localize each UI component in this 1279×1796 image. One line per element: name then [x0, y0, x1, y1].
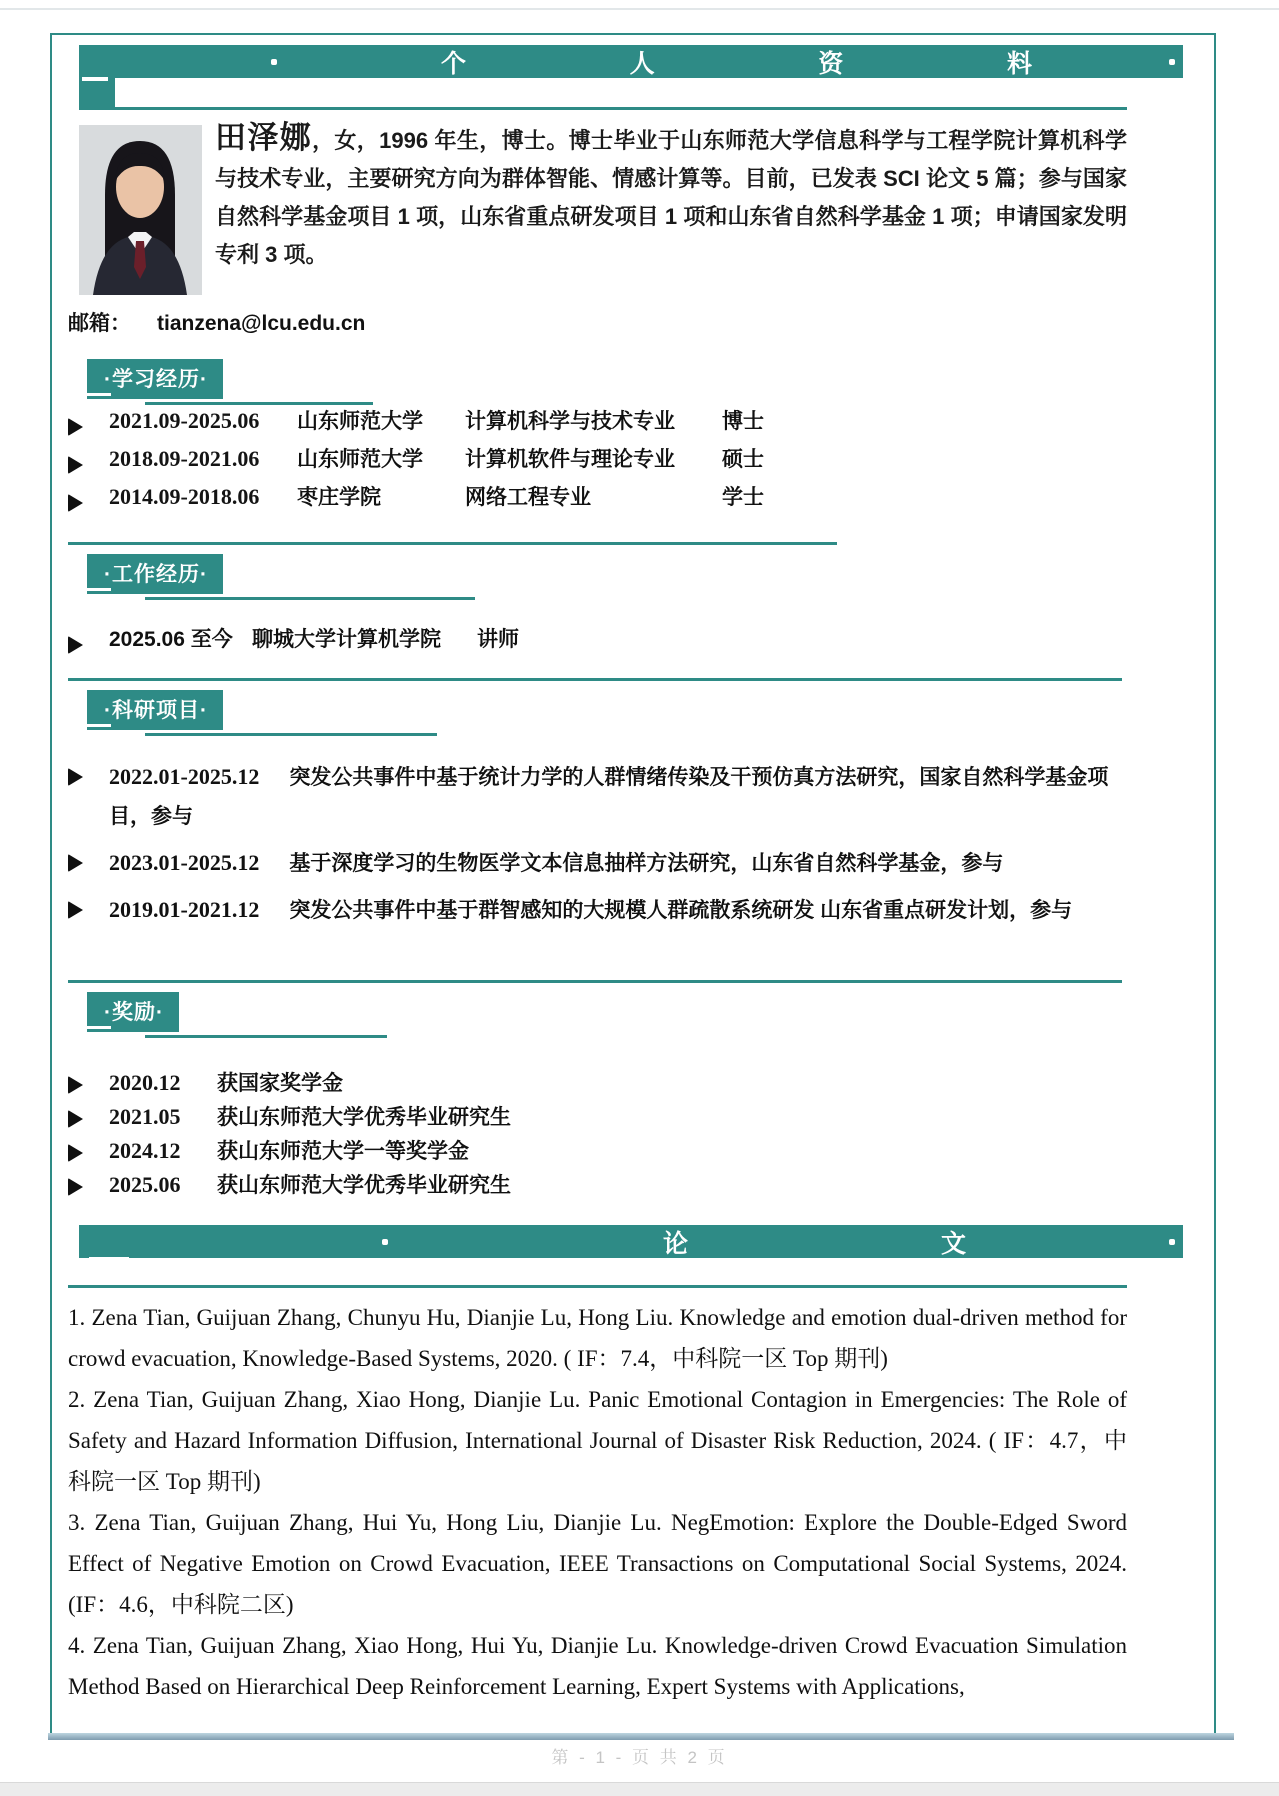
- award-desc: 获山东师范大学优秀毕业研究生: [217, 1174, 511, 1197]
- papers-list: [68, 1297, 1127, 1707]
- email-label: 邮箱：: [68, 312, 131, 335]
- work-date: 2025.06 至今: [109, 628, 233, 651]
- paper-entry: 3. Zena Tian, Guijuan Zhang, Hui Yu, Hong Liu, Dianjie Lu. NegEmotion: Explore the Double-Edged Sword Effect of Negative Emotion on Crowd Evacuation, IEEE Transactions on Computational Social Systems, 2024. (IF：4.6，中科院二区): [68, 1510, 1127, 1617]
- papers-banner-title: [663, 1225, 966, 1258]
- award-date: 2024.12: [109, 1138, 181, 1163]
- page-top-edge: [0, 8, 1279, 10]
- award-date: 2020.12: [109, 1070, 181, 1095]
- paper-entry: 4. Zena Tian, Guijuan Zhang, Xiao Hong, Hui Yu, Dianjie Lu. Knowledge-driven Crowd Evacuation Simulation Method Based on Hierarchical Deep Reinforcement Learning, Expert Systems with Applications,: [68, 1633, 1127, 1699]
- arrow-bullet-icon: [68, 854, 83, 872]
- project-date: 2019.01-2021.12: [109, 897, 260, 922]
- education-row: [68, 443, 1123, 481]
- banner-char: 论: [663, 1229, 689, 1258]
- project-date: 2023.01-2025.12: [109, 850, 260, 875]
- arrow-bullet-icon: [68, 418, 83, 436]
- section-underline: [145, 597, 475, 600]
- section-divider: [68, 542, 837, 545]
- banner-dash: [89, 1257, 129, 1261]
- education-school: 山东师范大学: [297, 448, 423, 471]
- email-row: [68, 307, 365, 337]
- banner-dot: [1169, 1239, 1175, 1245]
- section-divider: [68, 980, 1122, 983]
- awards-tab: [87, 992, 179, 1032]
- award-desc: 获山东师范大学一等奖学金: [217, 1140, 469, 1163]
- page-number: 第 - 1 - 页 共 2 页: [551, 1748, 728, 1767]
- work-role: 讲师: [477, 628, 519, 651]
- profile-summary: [215, 119, 1127, 274]
- education-major: 计算机软件与理论专业: [465, 448, 675, 471]
- section-head-education: [68, 359, 223, 399]
- banner-char: 个: [441, 49, 467, 78]
- education-row: [68, 481, 1123, 519]
- awards-title: ·奖励·: [104, 1001, 164, 1024]
- person-name: 田泽娜: [215, 120, 313, 155]
- arrow-bullet-icon: [68, 636, 83, 654]
- projects-tab: [87, 690, 223, 730]
- profile-photo: [79, 125, 202, 295]
- award-desc: 获山东师范大学优秀毕业研究生: [217, 1106, 511, 1129]
- arrow-bullet-icon: [68, 1178, 83, 1196]
- section-underline: [145, 1035, 387, 1038]
- profile-photo-illustration: [79, 125, 202, 295]
- papers-rule: [68, 1285, 1127, 1288]
- education-title: ·学习经历·: [104, 368, 208, 391]
- project-desc: 基于深度学习的生物医学文本信息抽样方法研究，山东省自然科学基金，参与: [289, 852, 1004, 875]
- work-rows: [68, 623, 1123, 661]
- award-date: 2021.05: [109, 1104, 181, 1129]
- banner-char: 人: [629, 49, 655, 78]
- education-date: 2018.09-2021.06: [109, 446, 260, 471]
- content-frame: [50, 33, 1216, 1737]
- personal-info-banner-title: [441, 45, 1032, 78]
- banner-dot: [1169, 59, 1175, 65]
- project-item: [68, 843, 1123, 883]
- arrow-bullet-icon: [68, 1110, 83, 1128]
- projects-title: ·科研项目·: [104, 699, 208, 722]
- award-row: [68, 1101, 1123, 1135]
- education-row: [68, 405, 1123, 443]
- section-head-projects: [68, 690, 223, 730]
- project-text: [109, 890, 1123, 930]
- project-text: [109, 757, 1123, 836]
- frame-bottom-line: [48, 1733, 1234, 1740]
- award-date: 2025.06: [109, 1172, 181, 1197]
- project-desc: 突发公共事件中基于群智感知的大规模人群疏散系统研发 山东省重点研发计划，参与: [289, 899, 1073, 922]
- education-date: 2021.09-2025.06: [109, 408, 260, 433]
- work-row: [68, 623, 1123, 661]
- education-school: 枣庄学院: [297, 486, 381, 509]
- banner-dash: [82, 77, 108, 81]
- arrow-bullet-icon: [68, 1144, 83, 1162]
- project-item: [68, 757, 1123, 836]
- work-tab: [87, 554, 223, 594]
- tab-dash: [87, 1026, 111, 1029]
- arrow-bullet-icon: [68, 1076, 83, 1094]
- education-degree: 学士: [722, 486, 764, 509]
- email-value: tianzena@lcu.edu.cn: [157, 312, 366, 335]
- personal-info-banner: [79, 45, 1183, 78]
- section-divider: [68, 678, 1122, 681]
- education-major: 计算机科学与技术专业: [465, 410, 675, 433]
- award-row: [68, 1169, 1123, 1203]
- arrow-bullet-icon: [68, 768, 83, 786]
- project-rows: [68, 757, 1123, 937]
- education-school: 山东师范大学: [297, 410, 423, 433]
- education-degree: 博士: [722, 410, 764, 433]
- tab-dash: [87, 393, 111, 396]
- award-row: [68, 1135, 1123, 1169]
- arrow-bullet-icon: [68, 901, 83, 919]
- banner-rule: [79, 107, 1127, 110]
- project-desc: 突发公共事件中基于统计力学的人群情绪传染及干预仿真方法研究，国家自然科学基金项目，参与: [109, 766, 1109, 828]
- project-item: [68, 890, 1123, 930]
- paper-entry: 2. Zena Tian, Guijuan Zhang, Xiao Hong, Dianjie Lu. Panic Emotional Contagion in Emergencies: The Role of Safety and Hazard Information Diffusion, International Journal of Disaster Risk Reduction, 2024. ( IF：4.7，中科院一区 Top 期刊): [68, 1387, 1127, 1494]
- banner-char: 资: [818, 49, 844, 78]
- papers-banner: [79, 1225, 1183, 1258]
- education-tab: [87, 359, 223, 399]
- banner-dot: [382, 1239, 388, 1245]
- award-rows: [68, 1067, 1123, 1203]
- project-text: [109, 843, 1123, 883]
- education-date: 2014.09-2018.06: [109, 484, 260, 509]
- bottom-strip: [0, 1782, 1279, 1796]
- banner-tab: [79, 78, 115, 108]
- arrow-bullet-icon: [68, 456, 83, 474]
- banner-char: 料: [1006, 49, 1032, 78]
- section-head-awards: [68, 992, 179, 1032]
- work-title: ·工作经历·: [104, 563, 208, 586]
- work-organization: 聊城大学计算机学院: [252, 628, 441, 651]
- tab-dash: [87, 724, 111, 727]
- education-degree: 硕士: [722, 448, 764, 471]
- education-major: 网络工程专业: [465, 486, 591, 509]
- section-underline: [145, 733, 437, 736]
- arrow-bullet-icon: [68, 494, 83, 512]
- banner-char: 文: [940, 1229, 966, 1258]
- profile-intro: ，女，1996 年生，博士。博士毕业于山东师范大学信息科学与工程学院计算机科学与技术专业，主要研究方向为群体智能、情感计算等。目前，已发表 SCI 论文 5 篇；参与国家自然科学基金项目 1 项，山东省重点研发项目 1 项和山东省自然科学基金 1 项；申请国家发明专利 3 项。: [215, 128, 1128, 267]
- award-row: [68, 1067, 1123, 1101]
- banner-dot: [271, 59, 277, 65]
- tab-dash: [87, 588, 111, 591]
- award-desc: 获国家奖学金: [217, 1072, 343, 1095]
- education-rows: [68, 405, 1123, 519]
- project-date: 2022.01-2025.12: [109, 764, 260, 789]
- paper-entry: 1. Zena Tian, Guijuan Zhang, Chunyu Hu, Dianjie Lu, Hong Liu. Knowledge and emotion dual-driven method for crowd evacuation, Knowledge-Based Systems, 2020. ( IF：7.4，中科院一区 Top 期刊): [68, 1305, 1127, 1371]
- section-head-work: [68, 554, 223, 594]
